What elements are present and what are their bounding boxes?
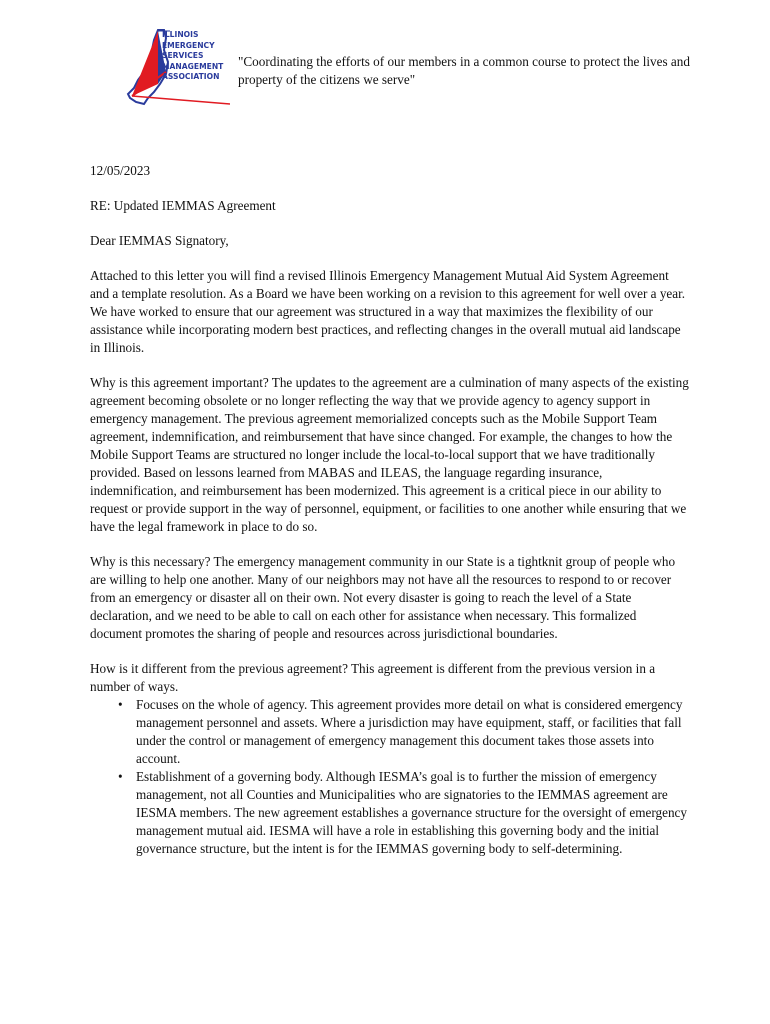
iesma-logo — [124, 28, 230, 106]
subject-line: RE: Updated IEMMAS Agreement — [90, 198, 276, 213]
paragraph-differences: How is it different from the previous agreement? This agreement is different from the previous version in a number of ways. — [90, 661, 656, 694]
list-item: • Focuses on the whole of agency. This agreement provides more detail on what is considered emergency management personnel and assets. Where a jurisdiction may have equipment, staff, or facilities that fall under the control or management of emergency management this document takes those assets into account. — [136, 696, 690, 768]
logo-wordmark — [162, 30, 223, 83]
salutation: Dear IEMMAS Signatory, — [90, 233, 229, 248]
logo-line-services: SERVICES — [162, 51, 204, 61]
paragraph-necessity: Why is this necessary? The emergency management community in our State is a tightknit group of people who are willing to help one another. Many of our neighbors may not have all the resources to respond to or recover from an emergency or disaster all on their own. Not every disaster is going to reach the level of a State declaration, and we need to be able to call on each other for assistance when necessary. This formalized document promotes the sharing of people and resources across jurisdictional boundaries. — [90, 554, 676, 641]
letter-date: 12/05/2023 — [90, 163, 151, 178]
logo-line-emergency: EMERGENCY — [162, 40, 215, 50]
letter-body — [90, 162, 690, 858]
paragraph-intro: Attached to this letter you will find a revised Illinois Emergency Management Mutual Aid System Agreement and a template resolution. As a Board we have been working on a revision to this agreement for well over a year. We have worked to ensure that our agreement was structured in a way that maximizes the flexibility of our assistance while incorporating modern best practices, and reflecting changes in the overall mutual aid landscape in Illinois. — [90, 268, 686, 355]
differences-list — [90, 696, 690, 858]
logo-line-management: MANAGEMENT — [162, 61, 224, 71]
list-item: • Establishment of a governing body. Although IESMA’s goal is to further the mission of emergency management, not all Counties and Municipalities who are signatories to the IEMMAS agreement are IESMA members. The new agreement establishes a governance structure for the oversight of emergency management mutual aid. IESMA will have a role in establishing this governing body and the initial governance structure, but the intent is for the IEMMAS governing body to self-determining. — [136, 768, 690, 858]
association-motto: "Coordinating the efforts of our members in a common course to protect the lives and property of the citizens we serve" — [238, 54, 690, 87]
paragraph-importance: Why is this agreement important? The updates to the agreement are a culmination of many aspects of the existing agreement becoming obsolete or no longer reflecting the way that we provide agency to agency support in emergency management. The previous agreement memorialized concepts such as the Mobile Support Team agreement, indemnification, and reimbursement that have since changed. For example, the changes to how the Mobile Support Teams are structured no longer include the local-to-local support that we have traditionally provided. Based on lessons learned from MABAS and ILEAS, the language regarding insurance, indemnification, and reimbursement has been modernized. This agreement is a critical piece in our ability to request or provide support in the way of personnel, equipment, or facilities to one another while ensuring that we have the legal framework in place to do so. — [90, 375, 689, 534]
logo-line-association: ASSOCIATION — [162, 72, 220, 82]
logo-line-illinois: ILLINOIS — [162, 30, 199, 39]
